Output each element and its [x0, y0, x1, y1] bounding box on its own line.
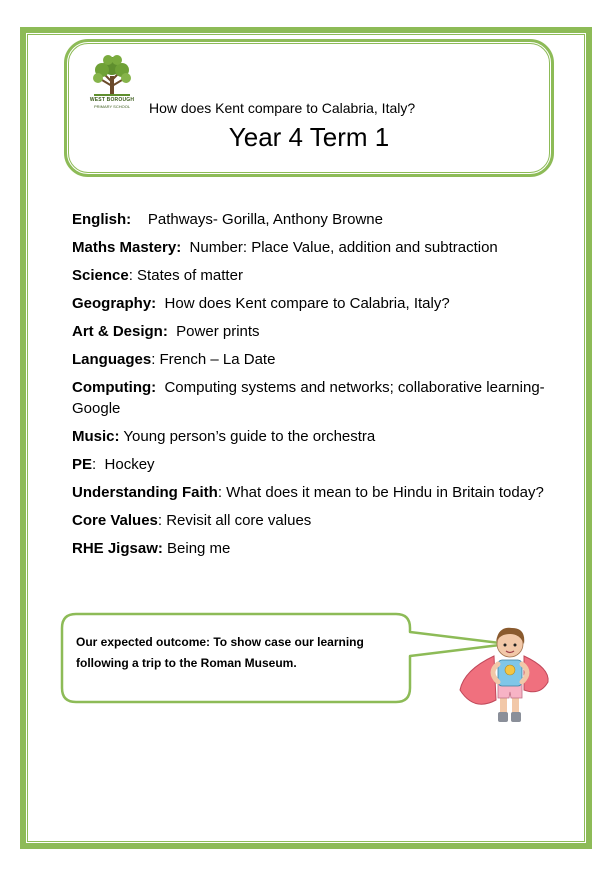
subject-rhe-jigsaw	[72, 538, 552, 559]
tree-logo-icon	[84, 52, 140, 98]
superhero-mascot-icon	[454, 620, 554, 730]
subject-label: RHE Jigsaw:	[72, 540, 163, 557]
expected-outcome-text: Our expected outcome: To show case our learning following a trip to the Roman Museum.	[76, 635, 364, 670]
school-logo	[84, 52, 140, 116]
subject-label: Languages	[72, 351, 152, 368]
subject-label: Maths Mastery:	[72, 239, 182, 256]
subject-pe	[72, 454, 552, 475]
subject-languages	[72, 349, 552, 370]
subject-label: Understanding Faith	[72, 484, 218, 501]
subject-label: Science	[72, 267, 129, 284]
subject-text: How does Kent compare to Calabria, Italy?	[156, 295, 450, 312]
subject-core-values	[72, 510, 552, 531]
subject-text: : What does it mean to be Hindu in Britain today?	[217, 484, 544, 501]
logo-school-sub: PRIMARY SCHOOL	[93, 104, 131, 109]
page-title: Year 4 Term 1	[228, 122, 390, 152]
subject-text: Young person’s guide to the orchestra	[119, 428, 376, 445]
subject-geography	[72, 293, 552, 314]
topic-subtitle: How does Kent compare to Calabria, Italy?	[149, 100, 416, 116]
subject-music	[72, 426, 552, 447]
subject-label: Geography:	[72, 295, 157, 312]
subject-computing	[72, 377, 552, 419]
subject-maths	[72, 237, 552, 258]
subject-text: : Revisit all core values	[157, 512, 312, 529]
subject-label: PE	[72, 456, 93, 473]
subject-label: English:	[72, 211, 132, 228]
subject-text: Pathways- Gorilla, Anthony Browne	[131, 211, 383, 228]
subject-text: Number: Place Value, addition and subtraction	[181, 239, 498, 256]
subject-label: Music:	[72, 428, 120, 445]
subject-label: Art & Design:	[72, 323, 168, 340]
subject-text: Computing systems and networks; collaborative learning- Google	[72, 379, 549, 417]
subject-art-design	[72, 321, 552, 342]
subject-science	[72, 265, 552, 286]
subject-label: Computing:	[72, 379, 157, 396]
subject-list	[72, 209, 552, 559]
subject-english	[72, 209, 552, 230]
subject-text: Being me	[162, 540, 231, 557]
logo-school-name: WEST BOROUGH	[89, 97, 135, 103]
subject-understanding-faith	[72, 482, 552, 503]
subject-label: Core Values	[72, 512, 158, 529]
subject-text: : French – La Date	[151, 351, 276, 368]
subject-text: : States of matter	[128, 267, 243, 284]
subject-text: Power prints	[167, 323, 260, 340]
subject-text: : Hockey	[92, 456, 155, 473]
